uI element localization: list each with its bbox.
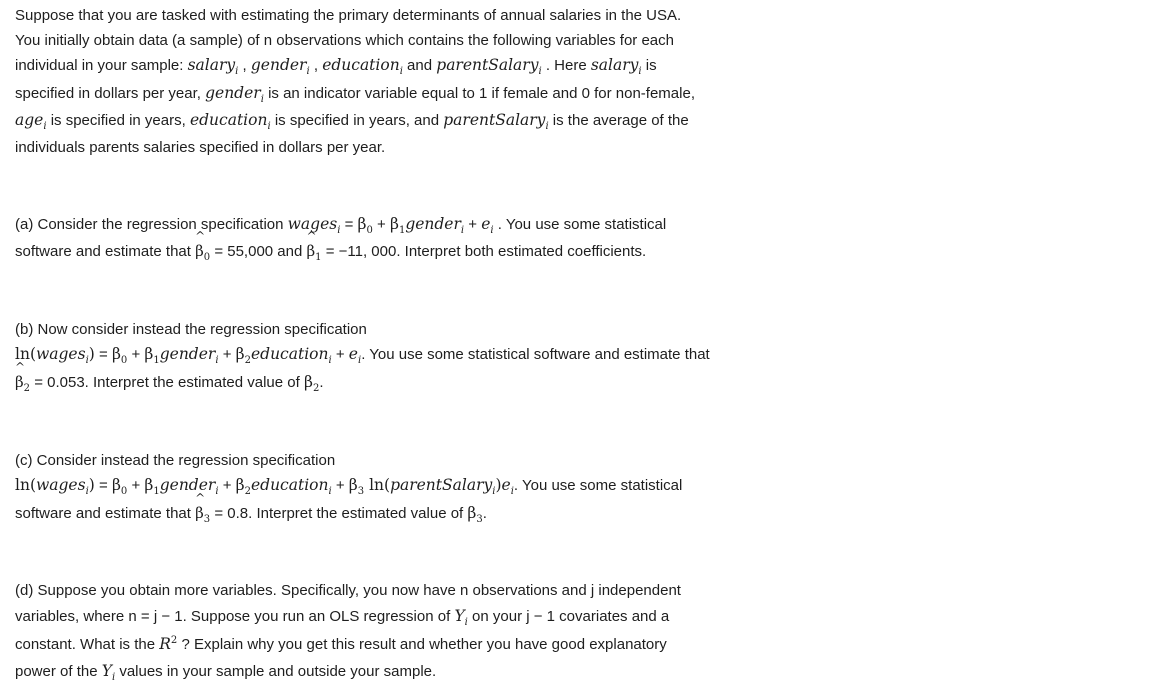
question-text: = 0.8. Interpret the estimated value of: [210, 504, 468, 522]
intro-line-1: Suppose that you are tasked with estimating the primary determinants of annual salaries in the USA.: [15, 7, 682, 24]
plus: +: [331, 477, 349, 495]
subscript: i: [357, 355, 362, 367]
beta-symbol: β: [348, 476, 358, 495]
equals: =: [94, 346, 112, 364]
question-text: variables, where n = j − 1. Suppose you run an OLS regression of: [15, 607, 455, 625]
plus: +: [464, 215, 482, 233]
subscript: i: [306, 66, 310, 78]
here-text: . Here: [541, 57, 591, 75]
beta-symbol: β: [389, 214, 399, 233]
subscript: i: [235, 66, 239, 78]
beta-symbol: β: [235, 476, 245, 495]
subscript: i: [538, 66, 542, 78]
subscript: i: [460, 224, 465, 236]
var-y: Y: [101, 662, 112, 681]
question-text: software and estimate that: [15, 243, 196, 261]
question-text: . You use some statistical: [513, 477, 683, 495]
subscript: i: [328, 355, 332, 367]
var-salary: salary: [590, 56, 639, 75]
beta-hat-symbol: ^ β: [15, 370, 24, 395]
beta-hat-symbol: ^ β: [195, 501, 204, 526]
subscript: 0: [366, 224, 373, 236]
comma: ,: [309, 57, 323, 75]
subscript: i: [260, 93, 264, 105]
subscript: 0: [120, 355, 128, 367]
is-text: is: [641, 57, 657, 75]
question-text: = −11, 000. Interpret both estimated coefficients.: [321, 243, 647, 261]
subscript: i: [267, 121, 271, 133]
beta-hat-symbol: ^ β: [307, 239, 316, 264]
question-a: [15, 212, 1135, 267]
subscript: 1: [315, 252, 322, 264]
question-text: = 0.053. Interpret the estimated value of: [30, 373, 304, 391]
plus: +: [218, 346, 236, 364]
comma: ,: [238, 57, 251, 75]
ln-function: ln(: [15, 345, 36, 364]
beta-symbol: β: [235, 345, 245, 364]
var-education: education: [250, 476, 329, 495]
question-text: . You use some statistical: [493, 215, 667, 233]
ln-function: ln(: [15, 476, 36, 495]
subscript: 3: [476, 513, 483, 525]
var-education: education: [322, 56, 400, 75]
beta-symbol: β: [144, 345, 154, 364]
var-gender: gender: [159, 345, 216, 364]
var-parent-salary: parentSalary: [436, 56, 539, 75]
plus: +: [127, 477, 145, 495]
var-gender: gender: [159, 476, 216, 495]
var-age: age: [15, 111, 44, 130]
question-text: values in your sample and outside your sample.: [115, 663, 437, 681]
plus: +: [331, 346, 349, 364]
var-gender: gender: [250, 56, 307, 75]
beta-symbol: β: [357, 214, 367, 233]
intro-line-2: You initially obtain data (a sample) of n observations which contains the following variables for each: [15, 31, 674, 49]
superscript: 2: [170, 634, 178, 646]
subscript: 1: [153, 355, 160, 367]
var-y: Y: [454, 606, 465, 625]
subscript: i: [215, 355, 219, 367]
question-text: . You use some statistical software and estimate that: [361, 346, 710, 364]
var-parent-salary: parentSalary: [390, 476, 493, 495]
subscript: 3: [357, 486, 365, 498]
subscript: i: [545, 121, 549, 133]
question-c: [15, 449, 1135, 529]
var-wages: wages: [36, 345, 86, 364]
subscript: i: [464, 616, 468, 628]
beta-symbol: β: [303, 372, 313, 391]
question-text: (d) Suppose you obtain more variables. Specifically, you now have n observations and j independent: [15, 582, 681, 600]
question-text: = 55,000 and: [210, 243, 307, 261]
question-text: ? Explain why you get this result and whether you have good explanatory: [177, 635, 667, 653]
ln-function: ln(: [364, 476, 391, 495]
paren: ): [88, 345, 95, 364]
question-text: software and estimate that: [15, 504, 196, 522]
var-education: education: [250, 345, 329, 364]
intro-text: is specified in years, and: [270, 112, 444, 130]
var-gender: gender: [405, 214, 461, 233]
paren: ): [88, 476, 95, 495]
var-education: education: [189, 111, 268, 130]
beta-symbol: β: [144, 476, 154, 495]
period: .: [319, 373, 324, 391]
subscript: i: [215, 486, 219, 498]
intro-line-6: individuals parents salaries specified in dollars per year.: [15, 138, 386, 156]
intro-text: is an indicator variable equal to 1 if female and 0 for non-female,: [263, 84, 695, 102]
var-wages: wages: [287, 214, 338, 233]
question-text: power of the: [15, 663, 102, 681]
question-text: constant. What is the: [15, 635, 160, 653]
var-salary: salary: [187, 56, 236, 75]
var-wages: wages: [36, 476, 86, 495]
subscript: i: [638, 66, 642, 78]
var-gender: gender: [205, 83, 261, 102]
period: .: [482, 504, 487, 522]
subscript: i: [43, 121, 47, 133]
beta-hat-symbol: ^ β: [195, 239, 204, 264]
subscript: 1: [398, 224, 406, 236]
paren: ): [495, 476, 502, 495]
subscript: 3: [203, 513, 211, 525]
subscript: 0: [203, 252, 211, 264]
intro-paragraph: [15, 4, 1135, 161]
subscript: i: [85, 355, 89, 367]
intro-text: individual in your sample:: [15, 57, 188, 75]
subscript: i: [328, 486, 332, 498]
subscript: i: [492, 486, 496, 498]
subscript: i: [490, 224, 494, 236]
var-error: e: [481, 214, 491, 233]
beta-symbol: β: [467, 503, 477, 522]
equals: =: [340, 215, 358, 233]
question-d: [15, 579, 1135, 686]
subscript: 1: [153, 486, 160, 498]
beta-symbol: β: [111, 345, 121, 364]
subscript: i: [399, 66, 403, 78]
intro-text: is specified in years,: [46, 112, 190, 130]
question-text: (a) Consider the regression specification: [15, 215, 288, 233]
subscript: i: [85, 486, 89, 498]
equals: =: [94, 477, 112, 495]
and-text: and: [402, 57, 437, 75]
plus: +: [127, 346, 145, 364]
subscript: 2: [23, 382, 31, 394]
document-page: [15, 4, 1135, 687]
plus: +: [372, 215, 390, 233]
plus: +: [218, 477, 236, 495]
subscript: 2: [244, 355, 251, 367]
beta-symbol: β: [111, 476, 121, 495]
var-parent-salary: parentSalary: [443, 111, 546, 130]
subscript: 0: [120, 486, 128, 498]
var-error: e: [348, 345, 358, 364]
subscript: i: [337, 224, 341, 236]
question-text: (c) Consider instead the regression specification: [15, 451, 336, 469]
var-r-squared: R: [159, 634, 171, 653]
intro-text: specified in dollars per year,: [15, 84, 206, 102]
subscript: 2: [312, 382, 320, 394]
question-b: [15, 318, 1135, 398]
intro-text: is the average of the: [548, 112, 689, 130]
question-text: on your j − 1 covariates and a: [467, 607, 670, 625]
subscript: i: [111, 672, 116, 684]
subscript: 2: [244, 486, 251, 498]
var-error: e: [501, 476, 511, 495]
subscript: i: [510, 486, 514, 498]
question-text: (b) Now consider instead the regression specification: [15, 320, 367, 338]
